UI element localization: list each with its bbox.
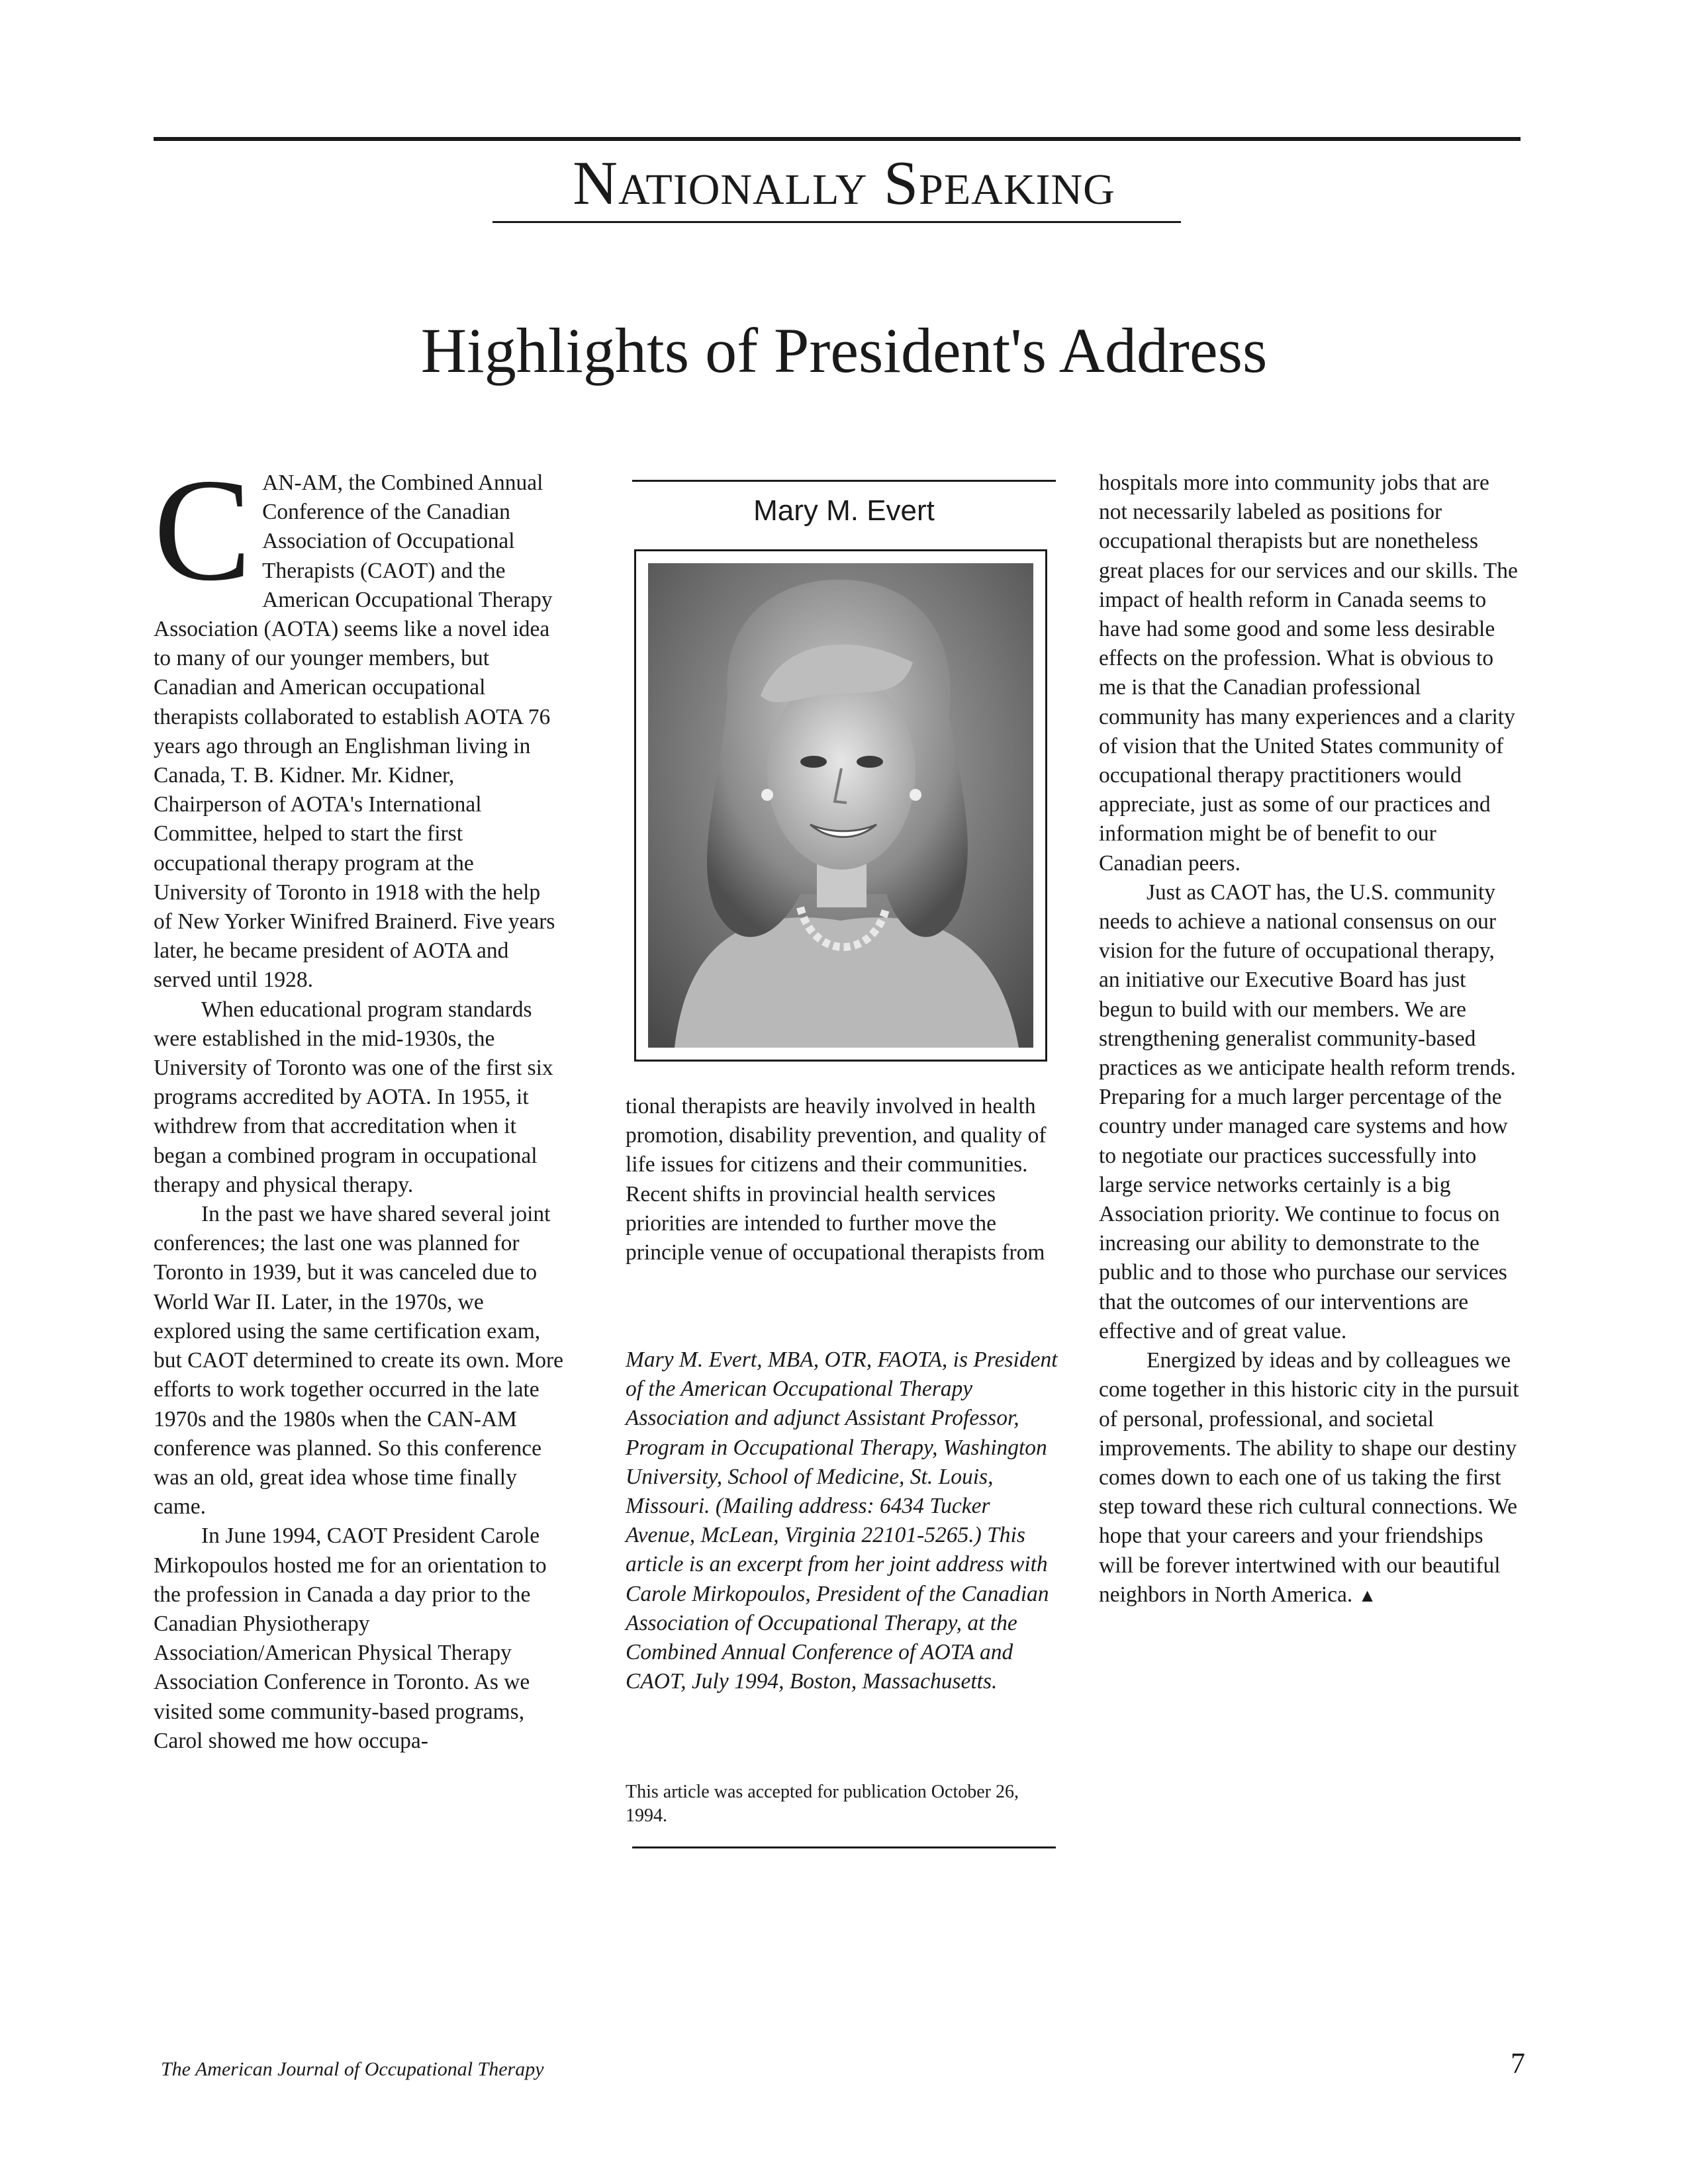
portrait-illustration — [648, 563, 1033, 1048]
sidebar-rule-top — [632, 480, 1056, 482]
section-title: Nationally Speaking — [573, 149, 1115, 218]
author-name: Mary M. Evert — [753, 494, 935, 527]
title-underline — [492, 221, 1181, 223]
author-photo — [648, 563, 1033, 1048]
end-mark-icon: ▲ — [1358, 1585, 1377, 1606]
paragraph-3: In the past we have shared several joint conferences; the last one was planned for Toronto in 1939, but it was canceled due to World War II. Later, in the 1970s, we explored using the same certification exam, but CAOT determined to create its own. More efforts to work together occurred in the late 1970s and the 1980s when the CAN-AM conference was planned. So this conference was an old, great idea whose time finally came. — [154, 1202, 563, 1520]
drop-cap: C — [154, 449, 252, 612]
top-rule — [154, 137, 1521, 141]
sidebar-rule-bottom — [632, 1846, 1056, 1848]
paragraph-2: When educational program standards were established in the mid-1930s, the University of Toronto was one of the first six programs accredited by AOTA. In 1955, it withdrew from that accreditation when it began a combined program in occupational therapy and physical therapy. — [154, 997, 553, 1197]
paragraph-1 — [154, 449, 564, 995]
paragraph-6 — [1099, 1346, 1519, 1611]
paragraph-4-continued: tional therapists are heavily involved in health promotion, disability prevention, and quality of life issues for citizens and their communities. Recent shifts in provincial health services priorities are intended to further move the principle venue of occupational therapists from — [626, 1094, 1047, 1265]
paragraph-4: In June 1994, CAOT President Carole Mirkopoulos hosted me for an orientation to the profession in Canada a day prior to the Canadian Physiotherapy Association/American Physical Therapy Association Conference in Toronto. As we visited some community-based programs, Carol showed me how occupa- — [154, 1524, 547, 1753]
page-number: 7 — [1511, 2047, 1525, 2079]
author-photo-frame — [634, 549, 1047, 1062]
footer-journal-title: The American Journal of Occupational Therapy — [161, 2058, 544, 2080]
column-2 — [626, 1092, 1056, 1267]
paragraph-5: Just as CAOT has, the U.S. community needs to achieve a national consensus on our vision for the future of occupational therapy, an initiative our Executive Board has just begun to build with our members. We are strengthening generalist community-based practices as we anticipate health reform trends. Preparing for a much larger percentage of the country under managed care systems and how to negotiate our practices successfully into large service networks certainly is a big Association priority. We continue to focus on increasing our ability to demonstrate to the public and to those who purchase our services that the outcomes of our interventions are effective and of great value. — [1099, 880, 1516, 1343]
column-3 — [1099, 469, 1519, 1611]
author-bio: Mary M. Evert, MBA, OTR, FAOTA, is President of the American Occupational Therapy Association and adjunct Assistant Professor, Program in Occupational Therapy, Washington University, School of Medicine, St. Louis, Missouri. (Mailing address: 6434 Tucker Avenue, McLean, Virginia 22101-5265.) This article is an excerpt from her joint address with Carole Mirkopoulos, President of the Canadian Association of Occupational Therapy, at the Combined Annual Conference of AOTA and CAOT, July 1994, Boston, Massachusetts. — [626, 1347, 1058, 1694]
paragraph-4-continued-2: hospitals more into community jobs that are not necessarily labeled as positions for occupational therapists but are nonetheless great places for our services and our skills. The impact of health reform in Canada seems to have had some good and some less desirable effects on the profession. What is obvious to me is that the Canadian professional community has many experiences and a clarity of vision that the United States community of occupational therapy practitioners would appreciate, just as some of our practices and information might be of benefit to our Canadian peers. — [1099, 471, 1518, 876]
acceptance-note: This article was accepted for publication October 26, 1994. — [626, 1782, 1019, 1826]
paragraph-6-text: Energized by ideas and by colleagues we come together in this historic city in the pursuit of personal, professional, and societal improvements. The ability to shape our destiny comes down to each one of us taking the first step toward these rich cultural connections. We hope that your careers and your friendships will be forever intertwined with our beautiful neighbors in North America. — [1099, 1348, 1519, 1607]
column-1 — [154, 449, 564, 1756]
paragraph-1-text: AN-AM, the Combined Annual Conference of the Canadian Association of Occupational Therapists (CAOT) and the American Occupational Therapy Association (AOTA) seems like a novel idea to many of our younger members, but Canadian and American occupational therapists collaborated to establish AOTA 76 years ago through an Englishman living in Canada, T. B. Kidner. Mr. Kidner, Chairperson of AOTA's International Committee, helped to start the first occupational therapy program at the University of Toronto in 1918 with the help of New Yorker Winifred Brainerd. Five years later, he became president of AOTA and served until 1928. — [154, 471, 555, 993]
article-headline: Highlights of President's Address — [420, 315, 1268, 386]
